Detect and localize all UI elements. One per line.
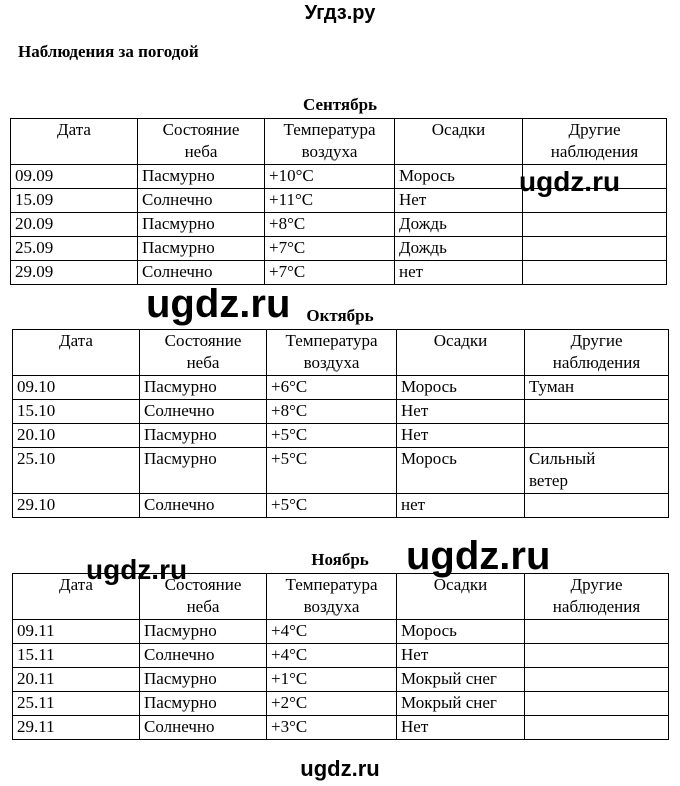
- cell-sky: Солнечно: [140, 644, 267, 668]
- month-title-september: Сентябрь: [302, 95, 378, 114]
- cell-date: 09.11: [13, 620, 140, 644]
- table-row: [11, 213, 667, 237]
- cell-other: [525, 400, 669, 424]
- watermark: ugdz.ru: [406, 534, 551, 578]
- cell-other: [523, 261, 667, 285]
- cell-precipitation: Дождь: [395, 213, 523, 237]
- cell-other: [525, 692, 669, 716]
- column-header-date: Дата: [11, 119, 138, 165]
- cell-other: [525, 668, 669, 692]
- watermark: ugdz.ru: [86, 554, 188, 585]
- table-row: [13, 716, 669, 740]
- column-header-date: Дата: [13, 574, 140, 620]
- cell-precipitation: Нет: [395, 189, 523, 213]
- cell-date: 15.11: [13, 644, 140, 668]
- column-header-precipitation: Осадки: [397, 330, 525, 376]
- cell-date: 25.11: [13, 692, 140, 716]
- column-header-precipitation: Осадки: [397, 574, 525, 620]
- cell-temperature: +4°С: [267, 620, 397, 644]
- table-row: [13, 494, 669, 518]
- cell-precipitation: Нет: [397, 644, 525, 668]
- cell-temperature: +5°С: [267, 424, 397, 448]
- cell-temperature: +10°С: [265, 165, 395, 189]
- cell-precipitation: Мокрый снег: [397, 692, 525, 716]
- cell-precipitation: Морось: [397, 376, 525, 400]
- column-header-temperature: Температура воздуха: [267, 330, 397, 376]
- table-september: [10, 118, 667, 285]
- cell-other: Сильный ветер: [525, 448, 669, 494]
- cell-date: 20.10: [13, 424, 140, 448]
- cell-other: [523, 213, 667, 237]
- cell-sky: Пасмурно: [138, 237, 265, 261]
- cell-temperature: +5°С: [267, 448, 397, 494]
- table-row: [13, 644, 669, 668]
- cell-temperature: +3°С: [267, 716, 397, 740]
- cell-temperature: +5°С: [267, 494, 397, 518]
- month-title-november: Ноябрь: [311, 550, 369, 569]
- column-header-other: Другие наблюдения: [523, 119, 667, 165]
- table-row: [13, 376, 669, 400]
- cell-temperature: +7°С: [265, 237, 395, 261]
- column-header-other: Другие наблюдения: [525, 330, 669, 376]
- cell-date: 20.09: [11, 213, 138, 237]
- cell-precipitation: Нет: [397, 716, 525, 740]
- cell-sky: Солнечно: [138, 261, 265, 285]
- column-header-other: Другие наблюдения: [525, 574, 669, 620]
- table-row: [13, 692, 669, 716]
- cell-sky: Пасмурно: [140, 376, 267, 400]
- document-title: Наблюдения за погодой: [18, 42, 199, 61]
- cell-temperature: +8°С: [267, 400, 397, 424]
- table-row: [13, 620, 669, 644]
- cell-sky: Солнечно: [140, 716, 267, 740]
- table-row: [11, 261, 667, 285]
- cell-other: [525, 494, 669, 518]
- cell-sky: Пасмурно: [140, 692, 267, 716]
- cell-other: [525, 716, 669, 740]
- cell-temperature: +2°С: [267, 692, 397, 716]
- cell-precipitation: Морось: [395, 165, 523, 189]
- cell-precipitation: Нет: [397, 400, 525, 424]
- cell-other: [525, 644, 669, 668]
- month-title-october: Октябрь: [306, 306, 374, 325]
- cell-date: 20.11: [13, 668, 140, 692]
- column-header-sky: Состояние неба: [138, 119, 265, 165]
- cell-other: [525, 620, 669, 644]
- cell-precipitation: Мокрый снег: [397, 668, 525, 692]
- table-november: [12, 573, 669, 740]
- cell-temperature: +4°С: [267, 644, 397, 668]
- cell-temperature: +8°С: [265, 213, 395, 237]
- table-row: [13, 448, 669, 494]
- column-header-date: Дата: [13, 330, 140, 376]
- cell-sky: Пасмурно: [138, 213, 265, 237]
- cell-date: 15.10: [13, 400, 140, 424]
- column-header-sky: Состояние неба: [140, 574, 267, 620]
- cell-date: 25.09: [11, 237, 138, 261]
- cell-sky: Пасмурно: [140, 448, 267, 494]
- table-october: [12, 329, 669, 518]
- cell-precipitation: Нет: [397, 424, 525, 448]
- cell-sky: Пасмурно: [140, 620, 267, 644]
- watermark: ugdz.ru: [519, 166, 621, 197]
- cell-sky: Пасмурно: [138, 165, 265, 189]
- cell-other: [525, 424, 669, 448]
- cell-sky: Пасмурно: [140, 668, 267, 692]
- cell-date: 09.09: [11, 165, 138, 189]
- cell-temperature: +6°С: [267, 376, 397, 400]
- column-header-sky: Состояние неба: [140, 330, 267, 376]
- watermark: ugdz.ru: [300, 756, 380, 781]
- column-header-temperature: Температура воздуха: [265, 119, 395, 165]
- cell-precipitation: нет: [395, 261, 523, 285]
- cell-date: 29.09: [11, 261, 138, 285]
- site-header: Угдз.ру: [304, 2, 376, 24]
- column-header-precipitation: Осадки: [395, 119, 523, 165]
- cell-date: 29.11: [13, 716, 140, 740]
- cell-sky: Пасмурно: [140, 424, 267, 448]
- table-row: [13, 400, 669, 424]
- cell-precipitation: Морось: [397, 448, 525, 494]
- column-header-temperature: Температура воздуха: [267, 574, 397, 620]
- cell-date: 29.10: [13, 494, 140, 518]
- watermark: ugdz.ru: [146, 282, 291, 326]
- cell-precipitation: Морось: [397, 620, 525, 644]
- cell-sky: Солнечно: [140, 494, 267, 518]
- cell-temperature: +1°С: [267, 668, 397, 692]
- table-row: [11, 237, 667, 261]
- cell-date: 09.10: [13, 376, 140, 400]
- cell-date: 25.10: [13, 448, 140, 494]
- cell-other: Туман: [525, 376, 669, 400]
- cell-temperature: +11°С: [265, 189, 395, 213]
- cell-precipitation: Дождь: [395, 237, 523, 261]
- cell-temperature: +7°С: [265, 261, 395, 285]
- table-row: [13, 424, 669, 448]
- cell-precipitation: нет: [397, 494, 525, 518]
- table-row: [13, 668, 669, 692]
- cell-sky: Солнечно: [140, 400, 267, 424]
- cell-date: 15.09: [11, 189, 138, 213]
- cell-other: [523, 237, 667, 261]
- cell-sky: Солнечно: [138, 189, 265, 213]
